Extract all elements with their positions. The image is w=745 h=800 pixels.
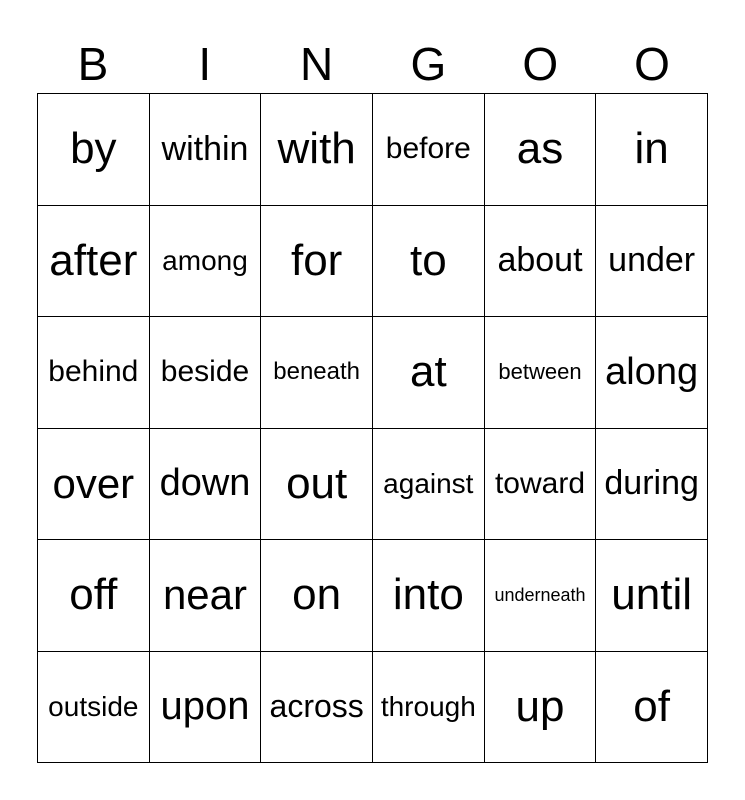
bingo-cell: until <box>596 540 708 652</box>
header-letter: G <box>410 38 447 90</box>
bingo-cell: along <box>596 317 708 429</box>
bingo-cell: down <box>150 429 262 541</box>
bingo-cell: off <box>38 540 150 652</box>
bingo-cell: on <box>261 540 373 652</box>
bingo-header <box>37 38 708 90</box>
header-letter: I <box>198 38 212 90</box>
bingo-cell: during <box>596 429 708 541</box>
bingo-cell: within <box>150 94 262 206</box>
header-letter: O <box>634 38 670 90</box>
bingo-cell: for <box>261 206 373 318</box>
bingo-cell: at <box>373 317 485 429</box>
bingo-cell: through <box>373 652 485 764</box>
bingo-cell: underneath <box>485 540 597 652</box>
header-letter: B <box>77 38 109 90</box>
bingo-cell: among <box>150 206 262 318</box>
bingo-cell: against <box>373 429 485 541</box>
bingo-cell: out <box>261 429 373 541</box>
bingo-cell: up <box>485 652 597 764</box>
bingo-cell: upon <box>150 652 262 764</box>
bingo-cell: before <box>373 94 485 206</box>
bingo-grid <box>37 93 708 763</box>
bingo-cell: near <box>150 540 262 652</box>
bingo-cell: about <box>485 206 597 318</box>
header-letter: N <box>299 38 334 90</box>
bingo-cell: toward <box>485 429 597 541</box>
bingo-cell: to <box>373 206 485 318</box>
bingo-cell: under <box>596 206 708 318</box>
bingo-cell: of <box>596 652 708 764</box>
bingo-cell: into <box>373 540 485 652</box>
bingo-cell: across <box>261 652 373 764</box>
bingo-cell: in <box>596 94 708 206</box>
bingo-cell: by <box>38 94 150 206</box>
bingo-cell: after <box>38 206 150 318</box>
bingo-cell: as <box>485 94 597 206</box>
bingo-cell: outside <box>38 652 150 764</box>
bingo-cell: with <box>261 94 373 206</box>
bingo-cell: between <box>485 317 597 429</box>
bingo-cell: behind <box>38 317 150 429</box>
header-letter: O <box>522 38 559 90</box>
bingo-cell: beside <box>150 317 262 429</box>
bingo-cell: over <box>38 429 150 541</box>
bingo-cell: beneath <box>261 317 373 429</box>
